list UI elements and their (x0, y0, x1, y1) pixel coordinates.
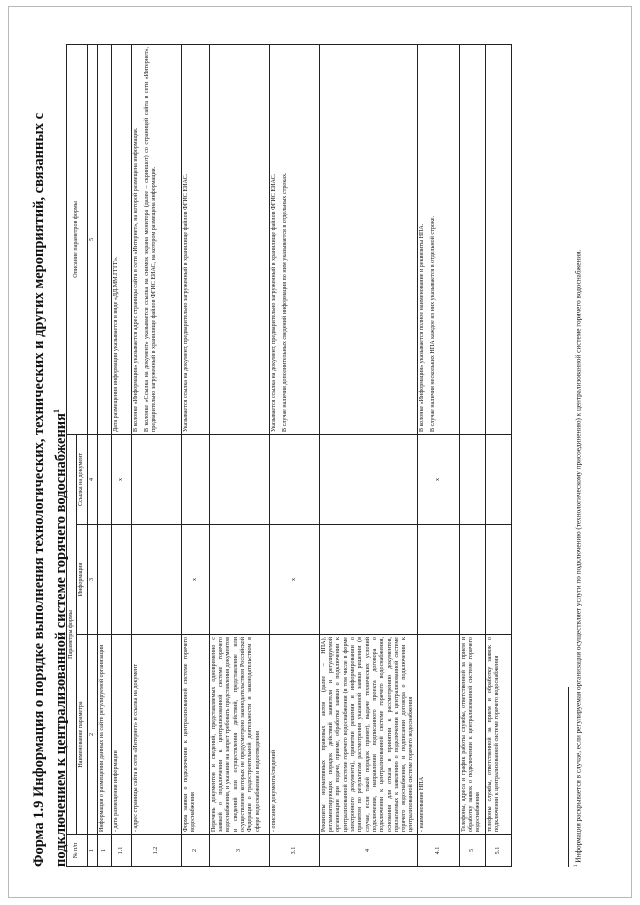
header-param-name: Наименование параметра (77, 635, 87, 835)
row-doc-link (97, 434, 111, 524)
row-param-name: Форма заявки о подключении к централизованной системе горячего водоснабжения (181, 635, 209, 835)
row-param-name: Перечень документов и сведений, представляемых одновременно с заявкой о подключении к централизованной системе горячего водоснабжения, и указание на запрет требовать представления документов и сведений или осуществления действий, представление или осуществление которых не предусмотрено законодательством Российской Федерации о градостроительной деятельности и законодательством в сфере водоснабжения и водоотведения (209, 635, 269, 835)
table-row (417, 44, 459, 866)
table-row (131, 44, 181, 866)
description-paragraph: В случае наличия нескольких НПА каждое из них указывается в отдельной строке. (430, 216, 437, 432)
col-number: 5 (87, 44, 97, 434)
row-description (485, 44, 511, 434)
table-row (209, 44, 269, 866)
row-description (97, 44, 111, 434)
row-param-name: Телефоны, адреса и график работы службы, ответственной за прием и обработку заявок о подключении к централизованной системе горячего водоснабжения (459, 635, 485, 835)
col-number: 4 (87, 434, 97, 524)
row-number: 1 (97, 835, 111, 867)
row-description (131, 44, 181, 434)
description-paragraph: Указывается ссылка на документ, предварительно загруженный в хранилище файлов ФГИС ЕИАС. (270, 173, 277, 432)
form-title (30, 47, 70, 867)
table-row (97, 44, 111, 866)
form-table (66, 44, 512, 867)
row-doc-link: x (417, 434, 459, 524)
row-info (97, 525, 111, 635)
row-doc-link (269, 434, 319, 524)
row-param-name: - адрес страницы сайта в сети «Интернет» и ссылка на документ (131, 635, 181, 835)
row-number: 3.1 (269, 835, 319, 867)
row-info (209, 525, 269, 635)
description-paragraph: Указывается ссылка на документ, предварительно загруженный в хранилище файлов ФГИС ЕИАС. (182, 173, 189, 432)
row-info (485, 525, 511, 635)
row-info: x (181, 525, 209, 635)
table-body (97, 44, 511, 866)
header-row-1 (67, 44, 77, 866)
row-info (111, 525, 131, 635)
header-numbers-row (87, 44, 97, 866)
row-doc-link (181, 434, 209, 524)
row-param-name: Информация о размещении данных на сайте регулируемой организации (97, 635, 111, 835)
row-number: 5 (459, 835, 485, 867)
table-row (485, 44, 511, 866)
table-row (319, 44, 417, 866)
row-number: 5.1 (485, 835, 511, 867)
footnote-text: Информация раскрывается в случае, если регулируемая организация осуществляет услуги по подключению (технологическому присоединению) к централизованной системе горячего водоснабжения. (574, 249, 583, 863)
row-param-name: Реквизиты нормативных правовых актов (далее – НПА), регламентирующих порядок действий заявителя и регулируемой организации при подаче, приеме, обработке заявки о подключении к централизованной системе горячего водоснабжения (в том числе в форме электронного документа), принятии решения и информировании о принятом по результатам рассмотрения указанной заявки решении (в случае, если такой порядок принят), выдаче технических условий подключения, направлении подписанного проекта договора о подключении к централизованной системе горячего водоснабжения, основания для отказа в принятии к рассмотрению документов, прилагаемых к заявлению о подключении к централизованной системе горячего водоснабжения, и подписании договора о подключении к централизованной системе горячего водоснабжения (319, 635, 417, 835)
row-doc-link (209, 434, 269, 524)
row-number: 2 (181, 835, 209, 867)
footnote-separator (568, 687, 569, 867)
table-row (111, 44, 131, 866)
row-doc-link (485, 434, 511, 524)
row-number: 4 (319, 835, 417, 867)
table-row (181, 44, 209, 866)
table-row (459, 44, 485, 866)
row-description (319, 44, 417, 434)
row-description (459, 44, 485, 434)
description-paragraph: В колонке «Информация» указывается полное наименование и реквизиты НПА. (418, 223, 425, 432)
description-paragraph: Дата размещения информации указывается в виде «ДД.ММ.ГГГГ». (112, 256, 119, 432)
row-number: 4.1 (417, 835, 459, 867)
header-desc: Описание параметров формы (67, 44, 88, 434)
footnote-mark: 1 (574, 864, 579, 867)
row-number: 3 (209, 835, 269, 867)
col-number: 3 (87, 525, 97, 635)
row-info: x (269, 525, 319, 635)
row-info (459, 525, 485, 635)
col-number: 2 (87, 635, 97, 835)
col-number: 1 (87, 835, 97, 867)
title-footnote-mark: 1 (52, 408, 61, 413)
header-doc-link: Ссылка на документ (77, 434, 87, 524)
row-description (181, 44, 209, 434)
row-description (111, 44, 131, 434)
row-number: 1.1 (111, 835, 131, 867)
footnote (572, 47, 583, 867)
row-param-name: - дата размещения информации (111, 635, 131, 835)
row-doc-link: x (111, 434, 131, 524)
description-paragraph: В колонке «Ссылка на документ» указывается ссылка на снимок экрана монитора (далее – скриншот) со страницей сайта в сети «Интернет», предварительно загруженный в хранилище файлов ФГИС ЕИАС, на котором размещена информация. (144, 46, 158, 432)
row-doc-link (319, 434, 417, 524)
row-param-name: телефоны службы, ответственной за прием и обработку заявок о подключении к централизованной системе горячего водоснабжения (485, 635, 511, 835)
row-doc-link (131, 434, 181, 524)
header-num: № п/п (67, 835, 88, 867)
form-title-text: Форма 1.9 Информация о порядке выполнения технологических, технических и других мероприятий, связанных с подключением к централизованной системе горячего водоснабжения (31, 112, 69, 867)
row-doc-link (459, 434, 485, 524)
header-params-group: Параметры формы (67, 434, 77, 834)
row-info (417, 525, 459, 635)
row-number: 1.2 (131, 835, 181, 867)
header-info: Информация (77, 525, 87, 635)
description-paragraph: В колонке «Информация» указывается адрес страницы сайта в сети «Интернет», на которой размещена информация. (132, 127, 139, 432)
row-info (319, 525, 417, 635)
table-row (269, 44, 319, 866)
row-description (269, 44, 319, 434)
row-description (417, 44, 459, 434)
description-paragraph: В случае наличия дополнительных сведений информация по ним указывается в отдельных строках. (282, 172, 289, 432)
row-param-name: - наименование НПА (417, 635, 459, 835)
row-info (131, 525, 181, 635)
row-param-name: - описание документа/сведений (269, 635, 319, 835)
row-description (209, 44, 269, 434)
